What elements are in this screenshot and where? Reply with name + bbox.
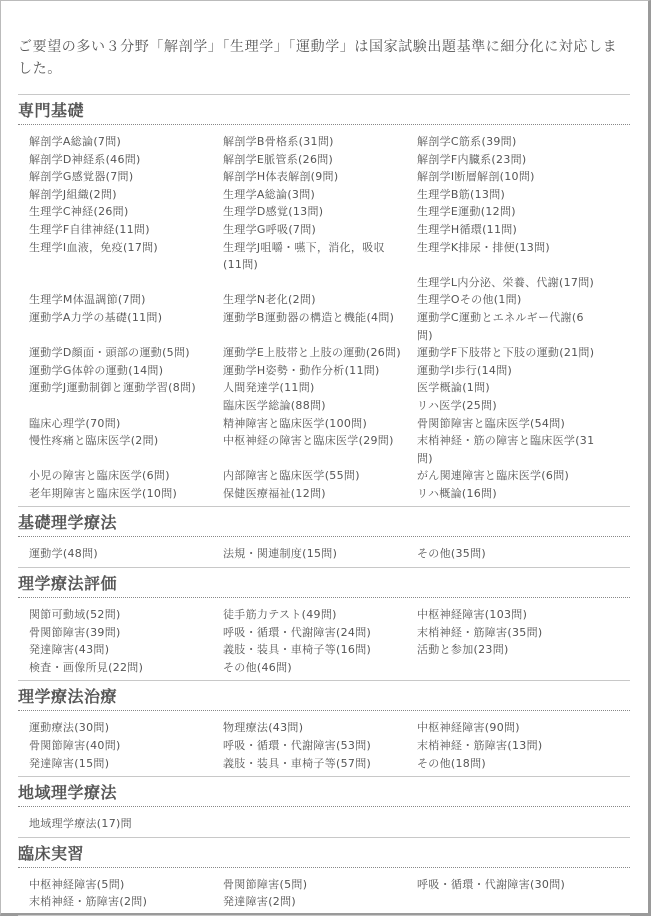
category-link[interactable]: 検査・画像所見(22問) — [29, 660, 144, 674]
category-link[interactable]: 解剖学H体表解剖(9問) — [223, 170, 339, 184]
category-link[interactable]: その他(35問) — [417, 547, 486, 561]
category-link[interactable]: 保健医療福祉(12問) — [223, 486, 326, 500]
section-title: 理学療法治療 — [18, 681, 630, 711]
category-link[interactable]: 骨関節障害(40問) — [29, 739, 121, 753]
empty-cell — [417, 893, 611, 911]
category-link[interactable]: 生理学N老化(2問) — [223, 293, 316, 307]
category-link[interactable]: 中枢神経の障害と臨床医学(29問) — [223, 434, 394, 448]
category-link[interactable]: 運動学C運動とエネルギー代謝(6問) — [417, 310, 584, 342]
intro-text: ご要望の多い３分野「解剖学」「生理学」「運動学」は国家試験出題基準に細分化に対応しました。 — [18, 36, 630, 95]
category-link[interactable]: 骨関節障害(39問) — [29, 625, 121, 639]
category-link[interactable]: 発達障害(2問) — [223, 895, 296, 909]
section — [18, 838, 630, 916]
category-link[interactable]: 生理学J咀嚼・嚥下，消化，吸収(11問) — [223, 240, 385, 272]
section-title: 基礎理学療法 — [18, 507, 630, 537]
section — [18, 777, 630, 838]
category-link[interactable]: 生理学B筋(13問) — [417, 187, 506, 201]
category-link[interactable]: 生理学C神経(26問) — [29, 205, 129, 219]
category-link[interactable]: 呼吸・循環・代謝障害(53問) — [223, 739, 372, 753]
category-link[interactable]: 内部障害と臨床医学(55問) — [223, 469, 360, 483]
empty-cell — [417, 659, 611, 677]
category-link[interactable]: 解剖学E脈管系(26問) — [223, 152, 334, 166]
category-link[interactable]: 運動学H姿勢・動作分析(11問) — [223, 363, 380, 377]
category-grid — [18, 807, 630, 838]
category-grid — [18, 125, 630, 507]
category-link[interactable]: 解剖学B骨格系(31問) — [223, 135, 334, 148]
section-title: 理学療法評価 — [18, 568, 630, 598]
category-link[interactable]: その他(46問) — [223, 660, 292, 674]
category-link[interactable]: 発達障害(43問) — [29, 643, 110, 657]
category-link[interactable]: 末梢神経・筋障害(35問) — [417, 625, 543, 639]
category-link[interactable]: 地域理学療法(17)問 — [29, 817, 132, 831]
empty-cell — [223, 274, 417, 292]
category-link[interactable]: 解剖学G感覚器(7問) — [29, 170, 134, 184]
category-link[interactable]: 運動学E上肢帯と上肢の運動(26問) — [223, 346, 401, 360]
category-link[interactable]: 解剖学D神経系(46問) — [29, 152, 141, 166]
category-link[interactable]: 運動学B運動器の構造と機能(4問) — [223, 310, 395, 324]
category-link[interactable]: 運動療法(30問) — [29, 721, 110, 735]
empty-cell — [29, 274, 223, 292]
category-link[interactable]: 医学概論(1問) — [417, 381, 490, 395]
category-link[interactable]: その他(18問) — [417, 756, 486, 770]
category-link[interactable]: 発達障害(15問) — [29, 756, 110, 770]
category-grid — [18, 537, 630, 568]
category-link[interactable]: 老年期障害と臨床医学(10問) — [29, 486, 178, 500]
category-link[interactable]: 法規・関連制度(15問) — [223, 547, 338, 561]
category-link[interactable]: 精神障害と臨床医学(100問) — [223, 416, 368, 430]
section — [18, 568, 630, 681]
category-link[interactable]: リハ概論(16問) — [417, 486, 497, 500]
category-link[interactable]: 生理学F自律神経(11問) — [29, 222, 150, 236]
section — [18, 681, 630, 777]
section-title: 臨床実習 — [18, 838, 630, 868]
category-link[interactable]: 小児の障害と臨床医学(6問) — [29, 469, 170, 483]
category-link[interactable]: 中枢神経障害(90問) — [417, 721, 520, 735]
category-link[interactable]: 生理学A総論(3問) — [223, 187, 316, 201]
category-link[interactable]: リハ医学(25問) — [417, 398, 497, 412]
category-link[interactable]: 中枢神経障害(103問) — [417, 608, 528, 622]
category-link[interactable]: 呼吸・循環・代謝障害(30問) — [417, 877, 566, 891]
category-link[interactable]: 義肢・装具・車椅子等(57問) — [223, 756, 372, 770]
category-link[interactable]: 物理療法(43問) — [223, 721, 304, 735]
category-link[interactable]: 生理学D感覚(13問) — [223, 205, 324, 219]
category-link[interactable]: 臨床医学総論(88問) — [223, 398, 326, 412]
category-link[interactable]: 義肢・装具・車椅子等(16問) — [223, 643, 372, 657]
category-link[interactable]: 生理学H循環(11問) — [417, 222, 518, 236]
category-link[interactable]: 生理学M体温調節(7問) — [29, 293, 146, 307]
category-link[interactable]: 生理学I血液，免疫(17問) — [29, 240, 159, 254]
category-link[interactable]: 運動学F下肢帯と下肢の運動(21問) — [417, 346, 595, 360]
category-grid — [18, 598, 630, 681]
category-link[interactable]: 解剖学A総論(7問) — [29, 135, 122, 148]
category-link[interactable]: 解剖学I断層解剖(10問) — [417, 170, 535, 184]
section-title: 専門基礎 — [18, 95, 630, 125]
category-link[interactable]: 運動学A力学の基礎(11問) — [29, 310, 163, 324]
category-link[interactable]: 生理学L内分泌、栄養、代謝(17問) — [417, 275, 595, 289]
category-link[interactable]: 呼吸・循環・代謝障害(24問) — [223, 625, 372, 639]
category-link[interactable]: 中枢神経障害(5問) — [29, 877, 125, 891]
section — [18, 507, 630, 568]
category-link[interactable]: 活動と参加(23問) — [417, 643, 509, 657]
content — [18, 0, 630, 916]
category-link[interactable]: 生理学Oその他(1問) — [417, 293, 522, 307]
category-link[interactable]: 臨床心理学(70問) — [29, 416, 121, 430]
category-link[interactable]: 解剖学F内臓系(23問) — [417, 152, 527, 166]
empty-cell — [29, 397, 223, 415]
category-link[interactable]: 運動学J運動制御と運動学習(8問) — [29, 381, 196, 395]
category-link[interactable]: 運動学D顔面・頭部の運動(5問) — [29, 346, 190, 360]
category-link[interactable]: 関節可動域(52問) — [29, 608, 121, 622]
category-link[interactable]: 生理学K排尿・排便(13問) — [417, 240, 550, 254]
category-link[interactable]: 末梢神経・筋の障害と臨床医学(31問) — [417, 434, 595, 465]
category-link[interactable]: 運動学(48問) — [29, 547, 98, 561]
section — [18, 95, 630, 507]
category-link[interactable]: 運動学G体幹の運動(14問) — [29, 363, 164, 377]
category-link[interactable]: 人間発達学(11問) — [223, 381, 315, 395]
category-link[interactable]: 徒手筋力テスト(49問) — [223, 608, 337, 622]
category-link[interactable]: がん関連障害と臨床医学(6問) — [417, 469, 570, 483]
category-grid — [18, 868, 630, 916]
category-link[interactable]: 末梢神経・筋障害(2問) — [29, 895, 148, 909]
section-title: 地域理学療法 — [18, 777, 630, 807]
category-grid — [18, 711, 630, 777]
category-link[interactable]: 骨関節障害と臨床医学(54問) — [417, 416, 566, 430]
category-link[interactable]: 生理学E運動(12問) — [417, 205, 516, 219]
category-link[interactable]: 骨関節障害(5問) — [223, 877, 308, 891]
category-link[interactable]: 解剖学C筋系(39問) — [417, 135, 517, 148]
category-link[interactable]: 生理学G呼吸(7問) — [223, 222, 317, 236]
category-link[interactable]: 末梢神経・筋障害(13問) — [417, 739, 543, 753]
category-link[interactable]: 慢性疼痛と臨床医学(2問) — [29, 434, 159, 448]
category-link[interactable]: 解剖学J組織(2問) — [29, 187, 117, 201]
category-link[interactable]: 運動学I歩行(14問) — [417, 363, 513, 377]
category-sections — [18, 95, 630, 916]
